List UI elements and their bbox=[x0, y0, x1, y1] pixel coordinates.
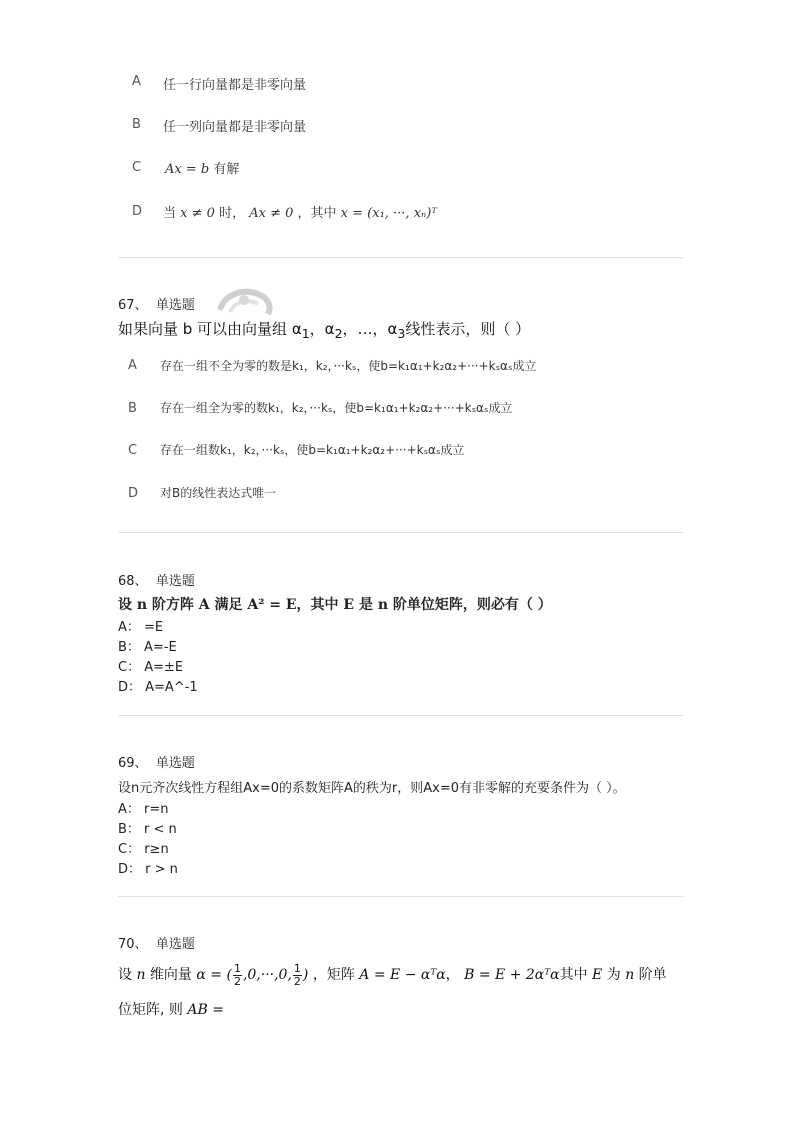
option-text-c bbox=[165, 158, 239, 177]
question-type: 单选题 bbox=[155, 937, 195, 952]
question-divider bbox=[118, 532, 684, 533]
stem-part: ， bbox=[445, 967, 460, 983]
fraction-half bbox=[293, 963, 302, 988]
stem-math-mid: ,0,···,0, bbox=[242, 967, 292, 983]
option-letter-a: A bbox=[132, 74, 141, 89]
stem-math-n: n bbox=[625, 967, 635, 983]
question-stem-69: 设n元齐次线性方程组Ax=0的系数矩阵A的秩为r，则Ax=0有非零解的充要条件为（ ）。 bbox=[118, 781, 626, 796]
option-text-b: 任一列向量都是非零向量 bbox=[163, 120, 307, 135]
choice-c: C： A=±E bbox=[118, 660, 184, 675]
stem-part: 其中 bbox=[559, 967, 588, 983]
stem-sub-3: 3 bbox=[397, 326, 406, 341]
question-header-69 bbox=[118, 752, 195, 771]
option-c-suffix: 有解 bbox=[213, 162, 240, 177]
fraction-half bbox=[233, 963, 242, 988]
option-c-math: Ax = b bbox=[165, 162, 210, 177]
question-stem-68: 设 n 阶方阵 A 满足 A² = E，其中 E 是 n 阶单位矩阵，则必有（ ） bbox=[118, 597, 552, 613]
stem-sub-1: 1 bbox=[301, 326, 310, 341]
question-sep: 、 bbox=[134, 574, 148, 589]
stem-part: ，矩阵 bbox=[312, 967, 355, 983]
option-letter-d: D bbox=[128, 486, 139, 501]
choice-a: A： =E bbox=[118, 620, 164, 635]
question-stem-67 bbox=[118, 318, 530, 341]
option-d-math2: Ax ≠ 0 bbox=[249, 206, 294, 221]
option-d-math1: x ≠ 0 bbox=[180, 206, 215, 221]
stem-part: 阶单 bbox=[638, 967, 667, 983]
option-text-a: 任一行向量都是非零向量 bbox=[163, 78, 307, 93]
question-number: 69 bbox=[118, 756, 135, 771]
stem-math-n: n bbox=[136, 967, 146, 983]
choice-c: C： r≥n bbox=[118, 842, 169, 857]
question-divider bbox=[118, 896, 684, 897]
stem-part-a: 如果向量 b 可以由向量组 α bbox=[118, 320, 302, 338]
stem-math-E: E bbox=[592, 967, 603, 983]
option-d-math3: x = (x₁, ···, xₙ)ᵀ bbox=[340, 206, 437, 221]
question-stem-70 bbox=[118, 958, 667, 992]
option-letter-d: D bbox=[132, 204, 143, 219]
question-type: 单选题 bbox=[155, 756, 195, 771]
fraction-denominator: 2 bbox=[293, 974, 301, 988]
stem-math-alpha: α = ( bbox=[196, 967, 232, 983]
stem-part: 为 bbox=[606, 967, 621, 983]
question-header-68 bbox=[118, 570, 195, 589]
option-text-c: 存在一组数k₁，k₂，···kₛ，使b=k₁α₁+k₂α₂+···+kₛαₛ成立 bbox=[160, 443, 465, 457]
option-text-d bbox=[163, 202, 437, 221]
stem-part-c: ，…，α bbox=[342, 320, 398, 338]
question-header-70 bbox=[118, 933, 195, 952]
fraction-numerator: 1 bbox=[233, 961, 241, 975]
stem-math-AB: AB = bbox=[187, 1002, 224, 1018]
stem-part-d: 线性表示，则（ ） bbox=[405, 320, 531, 338]
question-type: 单选题 bbox=[155, 298, 195, 313]
question-number: 67 bbox=[118, 298, 135, 313]
option-text-a: 存在一组不全为零的数是k₁，k₂，···kₛ，使b=k₁α₁+k₂α₂+···+kₛαₛ成立 bbox=[160, 359, 537, 373]
question-number: 68 bbox=[118, 574, 135, 589]
option-letter-a: A bbox=[128, 358, 137, 373]
question-divider bbox=[118, 257, 684, 258]
question-sep: 、 bbox=[134, 937, 148, 952]
option-text-d: 对B的线性表达式唯一 bbox=[160, 486, 277, 500]
option-d-pre: 当 bbox=[163, 206, 177, 221]
choice-b: B： A=-E bbox=[118, 640, 177, 655]
question-header-67 bbox=[118, 294, 195, 313]
stem-sub-2: 2 bbox=[334, 326, 343, 341]
question-stem-70-line2 bbox=[118, 999, 224, 1019]
question-type: 单选题 bbox=[155, 574, 195, 589]
question-sep: 、 bbox=[134, 756, 148, 771]
option-letter-b: B bbox=[128, 401, 137, 416]
fraction-numerator: 1 bbox=[293, 961, 301, 975]
option-letter-b: B bbox=[132, 117, 141, 132]
option-letter-c: C bbox=[128, 443, 138, 458]
stem-part: 位矩阵, 则 bbox=[118, 1002, 183, 1018]
stem-math-B: B = E + 2αᵀα bbox=[464, 967, 560, 983]
choice-d: D： A=A^-1 bbox=[118, 680, 198, 695]
stem-math-A: A = E − αᵀα bbox=[359, 967, 446, 983]
stem-part: 维向量 bbox=[149, 967, 192, 983]
stem-part: 设 bbox=[118, 967, 132, 983]
question-number: 70 bbox=[118, 937, 135, 952]
question-divider bbox=[118, 715, 684, 716]
stem-part-b: ，α bbox=[309, 320, 335, 338]
option-d-mid2: ，其中 bbox=[297, 206, 337, 221]
stem-math-close: ) bbox=[302, 967, 309, 983]
option-letter-c: C bbox=[132, 160, 142, 175]
choice-b: B： r < n bbox=[118, 822, 177, 837]
option-d-mid: 时， bbox=[219, 206, 246, 221]
choice-d: D： r > n bbox=[118, 862, 178, 877]
choice-a: A： r=n bbox=[118, 802, 169, 817]
option-text-b: 存在一组全为零的数k₁，k₂，···kₛ，使b=k₁α₁+k₂α₂+···+kₛαₛ成立 bbox=[160, 401, 513, 415]
fraction-denominator: 2 bbox=[233, 974, 241, 988]
question-sep: 、 bbox=[134, 298, 148, 313]
